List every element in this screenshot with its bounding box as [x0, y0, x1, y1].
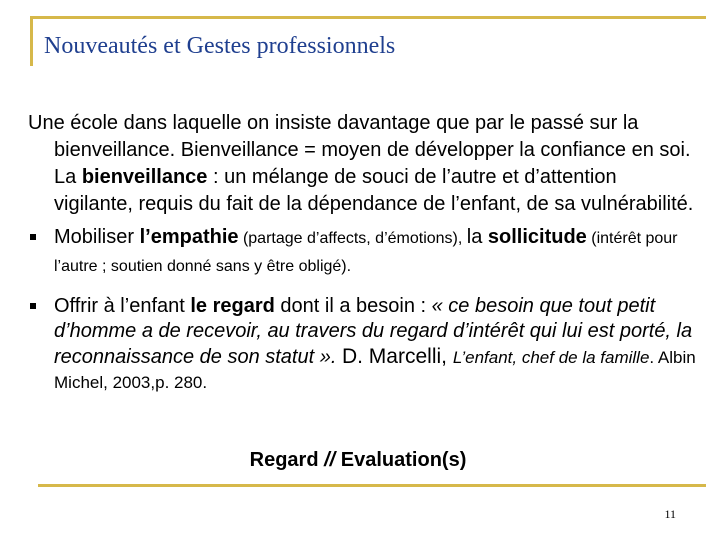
definition-text: : un mélange de souci de l’autre et d’attention vigilante, requis du fait de la dépendance de l’enfant, de sa vulnérabilité.: [54, 166, 694, 215]
closing-separator: //: [324, 449, 336, 471]
bullet-item-empathy: [28, 224, 696, 280]
bienveillance-definition: [28, 164, 696, 218]
bullet1-text2: la: [466, 226, 488, 248]
definition-prefix: La: [54, 166, 82, 188]
title-frame-top-rule: [30, 16, 706, 19]
bullet-item-regard: [28, 294, 696, 395]
reference-book-title: L’enfant, chef de la famille: [452, 348, 650, 367]
closing-part1: Regard: [249, 449, 325, 471]
reference-author: D. Marcelli,: [341, 345, 453, 368]
square-bullet-icon: [30, 303, 36, 309]
page-number: 11: [664, 507, 676, 521]
bullet1-sollicitude-note: (intérêt pour l’autre ; soutien donné sans y être obligé).: [54, 230, 678, 275]
slide-title: Nouveautés et Gestes professionnels: [44, 33, 396, 59]
bullet1-bold-empathy: l’empathie: [139, 226, 239, 248]
bullet2-text2: dont il a besoin :: [274, 295, 432, 317]
reference-publisher: . Albin Michel, 2003,p. 280.: [54, 348, 696, 392]
definition-term: bienveillance: [81, 166, 208, 188]
square-bullet-icon: [30, 234, 36, 240]
closing-part2: Evaluation(s): [335, 449, 467, 471]
bullet1-bold-sollicitude: sollicitude: [487, 226, 587, 248]
slide-body: [28, 110, 696, 395]
closing-line: [0, 449, 716, 472]
title-frame-left-rule: [30, 16, 33, 66]
footer-rule: [38, 484, 706, 487]
bullet2-text1: Offrir à l’enfant: [54, 295, 191, 317]
bullet2-quote: « ce besoin que tout petit d’homme a de recevoir, au travers du regard d’intérêt qui lui est porté, la reconnaissance de son statut ».: [54, 295, 693, 368]
intro-paragraph: Une école dans laquelle on insiste davantage que par le passé sur la bienveillance. Bienveillance = moyen de développer la confiance en soi.: [28, 112, 691, 161]
bullet2-bold-regard: le regard: [190, 295, 275, 317]
bullet1-empathy-note: (partage d’affects, d’émotions),: [238, 230, 467, 247]
bullet1-text1: Mobiliser: [54, 226, 140, 248]
